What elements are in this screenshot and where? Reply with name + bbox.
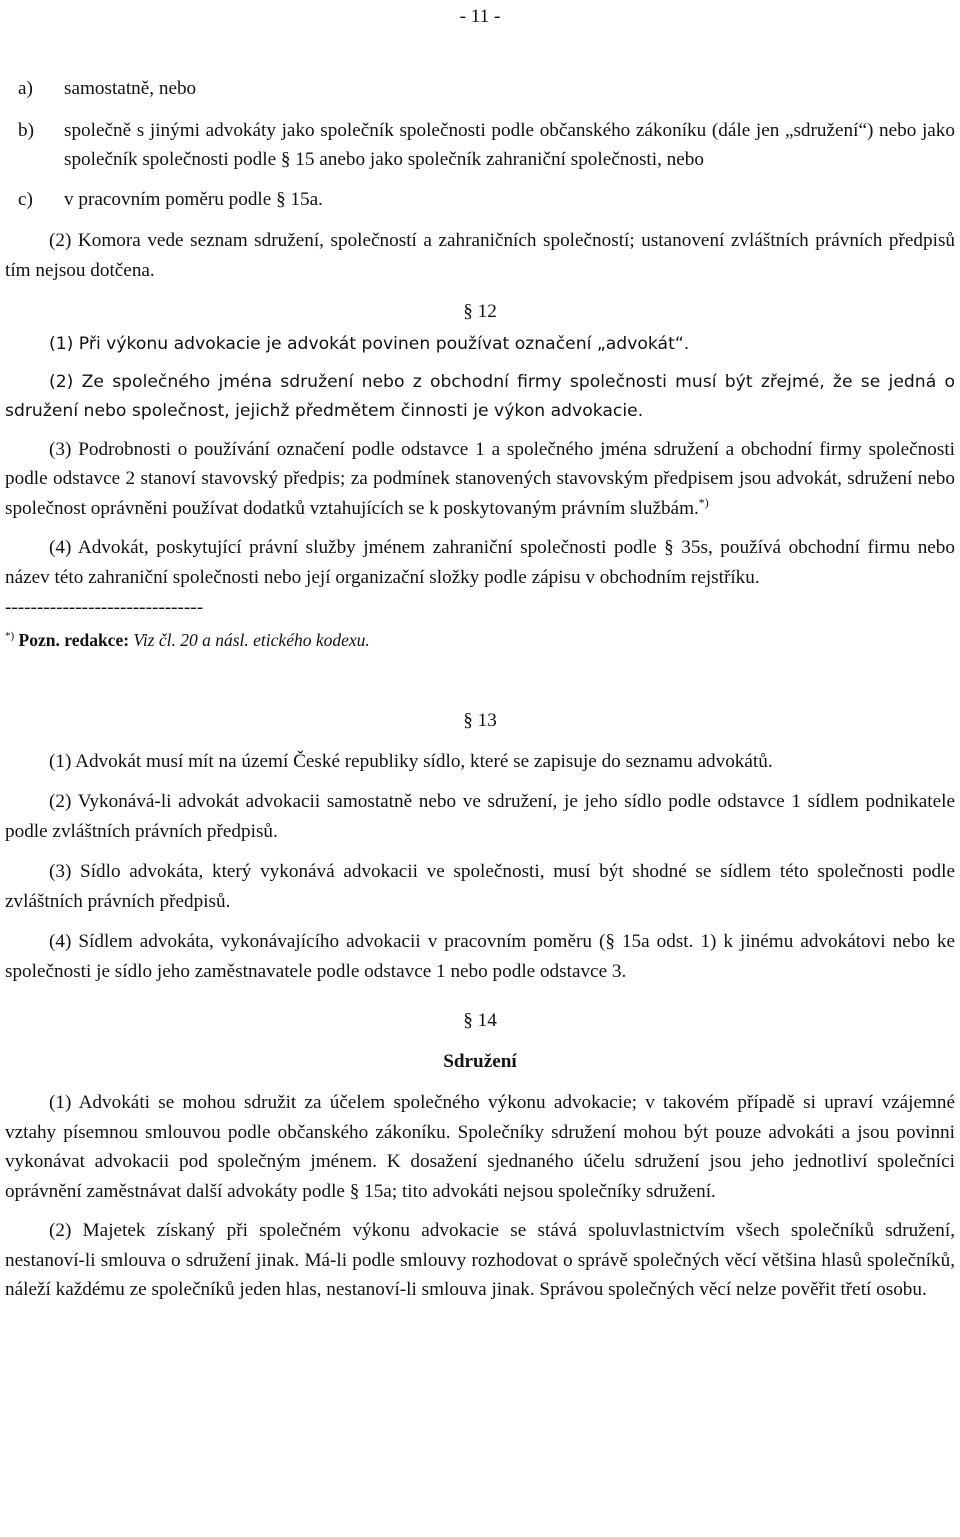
footnote-note-mark: *) (5, 630, 15, 642)
paragraph-13-2: (2) Vykonává-li advokát advokacii samostatně nebo ve sdružení, je jeho sídlo podle odstavce 1 sídlem podnikatele podle zvláštních právních předpisů. (5, 791, 955, 842)
page-number: - 11 - (459, 6, 501, 27)
paragraph-komora: (2) Komora vede seznam sdružení, společností a zahraničních společností; ustanovení zvláštních právních předpisů tím nejsou dotčena. (5, 230, 955, 281)
list-text: samostatně, nebo (64, 78, 197, 99)
section-title-14: § 14 (463, 1010, 497, 1032)
paragraph-12-3 (5, 435, 955, 524)
paragraph-14-2: (2) Majetek získaný při společném výkonu advokacie se stává spoluvlastnictvím všech společníků sdružení, nestanoví-li smlouva o sdružení jinak. Má-li podle smlouvy rozhodovat o správě společných věcí většina hlasů společníků, náleží každému ze společníků jeden hlas, nestanoví-li smlouva jinak. Správou společných věcí nelze pověřit třetí osobu. (5, 1220, 955, 1301)
list-label: c) (18, 188, 33, 210)
footnote-label: Pozn. redakce: (18, 629, 130, 650)
footnote (5, 624, 955, 652)
paragraph-13-1: (1) Advokát musí mít na území České republiky sídlo, které se zapisuje do seznamu advokátů. (49, 750, 773, 772)
paragraph-12-4: (4) Advokát, poskytující právní služby jménem zahraniční společnosti podle § 35s, používá obchodní firmu nebo název této zahraniční společnosti nebo její organizační složky podle zápisu v obchodním rejstříku. (5, 537, 955, 588)
section-title-12: § 12 (463, 301, 497, 322)
paragraph-13-4: (4) Sídlem advokáta, vykonávajícího advokacii v pracovním poměru (§ 15a odst. 1) k jinému advokátovi nebo ke společnosti je sídlo jeho zaměstnavatele podle odstavce 1 nebo podle odstavce 3. (5, 931, 955, 982)
paragraph-14-1: (1) Advokáti se mohou sdružit za účelem společného výkonu advokacie; v takovém případě si upraví vzájemné vztahy písemnou smlouvou podle občanského zákoníku. Společníky sdružení mohou být pouze advokáti a jsou povinni vykonávat advokacii pod společným jménem. K dosažení sjednaného účelu sdružení jsou jeho jednotliví společníci oprávnění zaměstnávat další advokáty podle § 15a; tito advokáti nejsou společníky sdružení. (5, 1092, 955, 1202)
list-text: společně s jinými advokáty jako společník společnosti podle občanského zákoníku (dále jen „sdružení“) nebo jako společník společnosti podle § 15 anebo jako společník zahraniční společnosti, nebo (64, 119, 955, 170)
list-text: v pracovním poměru podle § 15a. (64, 188, 323, 210)
footnote-mark: *) (698, 495, 709, 510)
paragraph-13-3: (3) Sídlo advokáta, který vykonává advokacii ve společnosti, musí být shodné se sídlem této společnosti podle zvláštních právních předpisů. (5, 861, 955, 912)
list-item (5, 74, 955, 104)
list-label: b) (18, 119, 34, 141)
paragraph-12-3-text: (3) Podrobnosti o používání označení podle odstavce 1 a společného jména sdružení a obchodní firmy společnosti podle odstavce 2 stanoví stavovský předpis; za podmínek stanovených stavovským předpisem jsou advokát, sdružení nebo společnost oprávněni používat dodatků vztahujících se k poskytovaným právním službám. (5, 438, 955, 519)
list-item (5, 185, 955, 215)
section-heading-14: Sdružení (443, 1051, 517, 1073)
list-item (5, 116, 955, 175)
section-title-13: § 13 (463, 709, 497, 731)
footnote-separator: ------------------------------- (5, 597, 204, 618)
document-page (5, 0, 955, 1305)
list-label: a) (18, 78, 33, 99)
footnote-text: Viz čl. 20 a násl. etického kodexu. (133, 629, 370, 650)
paragraph-12-1: (1) Při výkonu advokacie je advokát povinen používat označení „advokát“. (49, 334, 690, 354)
paragraph-12-2: (2) Ze společného jména sdružení nebo z obchodní firmy společnosti musí být zřejmé, že se jedná o sdružení nebo společnost, jejichž předmětem činnosti je výkon advokacie. (5, 371, 955, 421)
